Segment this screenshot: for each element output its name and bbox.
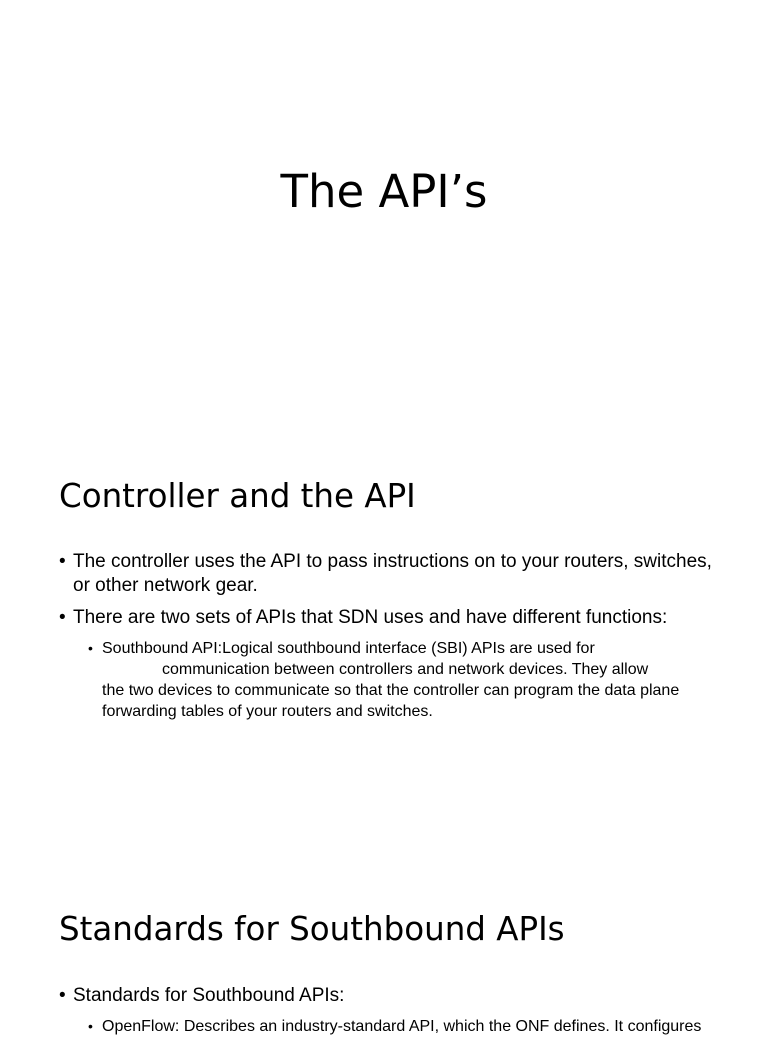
slide-controller-and-api [0, 432, 768, 864]
slide-body [59, 550, 719, 722]
sub-bullet-item: • OpenFlow: Describes an industry-standard API, which the ONF defines. It configures [102, 1016, 719, 1037]
slide-title: Standards for Southbound APIs [59, 910, 565, 948]
presentation-title: The API’s [280, 165, 488, 218]
bullet-item: • There are two sets of APIs that SDN uses and have different functions: [59, 606, 719, 630]
sub-bullet-continuation: communication between controllers and network devices. They allow [162, 661, 649, 678]
bullet-item: • Standards for Southbound APIs: [59, 984, 719, 1008]
sub-bullet-item [102, 638, 719, 722]
slide-southbound-standards [0, 864, 768, 1035]
slide-body [59, 984, 719, 1037]
bullet-item: • The controller uses the API to pass instructions on to your routers, switches, or other network gear. [59, 550, 719, 598]
slide-title-page [0, 0, 768, 432]
sub-bullet-lead: • Southbound API:Logical southbound interface (SBI) APIs are used for [102, 640, 595, 657]
slide-title: Controller and the API [59, 477, 416, 515]
sub-bullet-rest: the two devices to communicate so that the controller can program the data plane forwarding tables of your routers and switches. [102, 682, 680, 720]
